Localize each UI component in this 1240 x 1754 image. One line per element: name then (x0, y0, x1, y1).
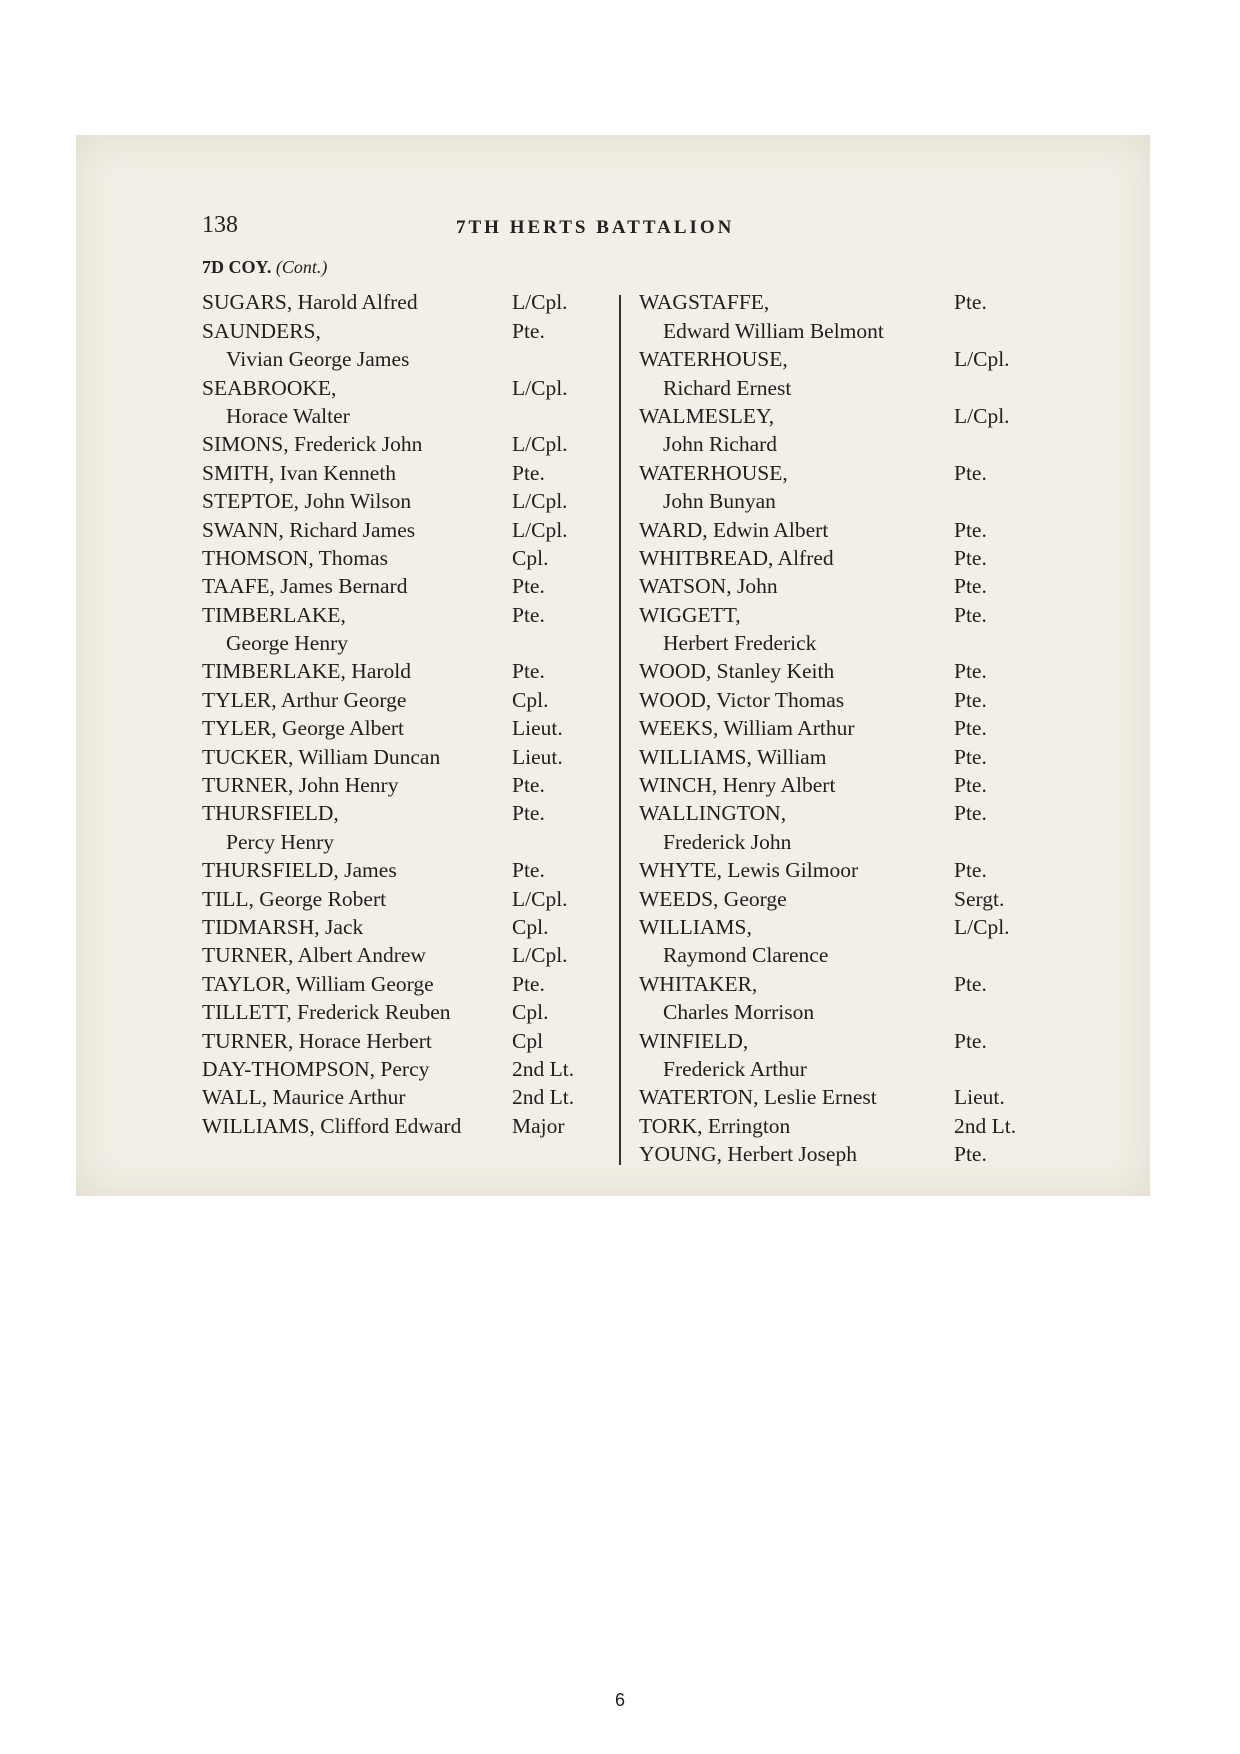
soldier-rank: Pte. (512, 574, 545, 599)
book-page-number: 138 (202, 212, 238, 238)
soldier-name-continuation: Percy Henry (226, 829, 335, 854)
soldier-name: WILLIAMS, (639, 914, 752, 939)
roll-entry (639, 287, 1109, 344)
soldier-name: WILLIAMS, William (639, 744, 827, 769)
soldier-name: SIMONS, Frederick John (202, 432, 423, 457)
roll-entry (639, 1139, 1109, 1167)
soldier-name: TURNER, John Henry (202, 773, 399, 798)
soldier-rank: Pte. (954, 716, 987, 741)
soldier-rank: Pte. (954, 1028, 987, 1053)
left-roll-column (202, 287, 602, 1139)
soldier-rank: Pte. (954, 602, 987, 627)
roll-entry (202, 912, 602, 940)
roll-entry (202, 1054, 602, 1082)
roll-entry (202, 543, 602, 571)
soldier-name: THURSFIELD, (202, 801, 339, 826)
roll-entry (639, 1082, 1109, 1110)
roll-entry (639, 543, 1109, 571)
soldier-rank: Lieut. (512, 716, 563, 741)
soldier-rank: Cpl (512, 1028, 544, 1053)
soldier-name: SUGARS, Harold Alfred (202, 290, 418, 315)
roll-entry-line (202, 514, 602, 542)
roll-entry-line (202, 684, 602, 712)
soldier-name: SAUNDERS, (202, 318, 321, 343)
roll-entry (639, 798, 1109, 855)
soldier-rank: Pte. (512, 801, 545, 826)
soldier-name: WIGGETT, (639, 602, 741, 627)
roll-entry-line (202, 1025, 602, 1053)
soldier-name-continuation: Vivian George James (226, 347, 410, 372)
soldier-rank: L/Cpl. (954, 403, 1010, 428)
soldier-rank: Pte. (512, 318, 545, 343)
scanned-page-image (76, 135, 1150, 1196)
soldier-rank: Pte. (512, 460, 545, 485)
roll-entry-line (202, 372, 602, 400)
soldier-rank: Pte. (954, 659, 987, 684)
soldier-name-continuation: Frederick John (663, 829, 792, 854)
roll-entry (639, 457, 1109, 514)
roll-entry (639, 1025, 1109, 1082)
soldier-rank: L/Cpl. (512, 489, 568, 514)
soldier-rank: Pte. (954, 290, 987, 315)
soldier-name: WATERTON, Leslie Ernest (639, 1085, 877, 1110)
soldier-name: WARD, Edwin Albert (639, 517, 829, 542)
soldier-name: SWANN, Richard James (202, 517, 416, 542)
roll-entry (639, 741, 1109, 769)
roll-entry (639, 514, 1109, 542)
roll-entry-line (639, 656, 1109, 684)
roll-entry (202, 599, 602, 656)
roll-entry (639, 883, 1109, 911)
roll-entry-line (202, 798, 602, 826)
soldier-name-continuation: Richard Ernest (663, 375, 792, 400)
roll-entry-line (202, 1110, 602, 1138)
soldier-name: TYLER, Arthur George (202, 687, 407, 712)
soldier-name: SMITH, Ivan Kenneth (202, 460, 397, 485)
soldier-name: WAGSTAFFE, (639, 290, 770, 315)
roll-entry-line (639, 741, 1109, 769)
soldier-rank: Cpl. (512, 687, 549, 712)
roll-entry-line (639, 1082, 1109, 1110)
soldier-name-continuation: John Bunyan (663, 489, 776, 514)
soldier-name: WALL, Maurice Arthur (202, 1085, 406, 1110)
soldier-rank: L/Cpl. (512, 517, 568, 542)
soldier-name-continuation: Horace Walter (226, 403, 350, 428)
roll-entry (202, 1025, 602, 1053)
soldier-rank: Major (512, 1113, 565, 1138)
roll-entry (202, 770, 602, 798)
soldier-rank: 2nd Lt. (954, 1113, 1017, 1138)
roll-entry-line (202, 315, 602, 343)
roll-entry (639, 571, 1109, 599)
roll-entry (202, 1082, 602, 1110)
soldier-rank: L/Cpl. (512, 290, 568, 315)
soldier-name: WEEKS, William Arthur (639, 716, 855, 741)
soldier-name: SEABROOKE, (202, 375, 337, 400)
soldier-name-continuation: John Richard (663, 432, 778, 457)
soldier-rank: Cpl. (512, 1000, 549, 1025)
soldier-rank: Pte. (954, 574, 987, 599)
soldier-rank: L/Cpl. (512, 432, 568, 457)
soldier-name: WEEDS, George (639, 886, 787, 911)
soldier-name: TILL, George Robert (202, 886, 387, 911)
roll-entry-line (639, 713, 1109, 741)
roll-entry (639, 599, 1109, 656)
company-heading (202, 257, 327, 278)
roll-entry-line (639, 287, 1109, 315)
soldier-name: THURSFIELD, James (202, 858, 397, 883)
roll-entry-line (639, 514, 1109, 542)
column-divider (619, 295, 621, 1165)
soldier-name: YOUNG, Herbert Joseph (639, 1142, 857, 1167)
roll-entry (639, 713, 1109, 741)
soldier-rank: Cpl. (512, 545, 549, 570)
roll-entry (202, 486, 602, 514)
roll-entry-line (202, 912, 602, 940)
roll-entry-line (202, 997, 602, 1025)
soldier-name: TILLETT, Frederick Reuben (202, 1000, 451, 1025)
roll-entry-line (639, 571, 1109, 599)
roll-entry-line (639, 1025, 1109, 1053)
roll-entry-line (639, 968, 1109, 996)
soldier-rank: 2nd Lt. (512, 1056, 575, 1081)
soldier-name: WATERHOUSE, (639, 347, 788, 372)
roll-entry-line (202, 656, 602, 684)
roll-entry-line (639, 684, 1109, 712)
roll-entry (639, 656, 1109, 684)
soldier-rank: Pte. (512, 602, 545, 627)
roll-entry-line (639, 401, 1109, 429)
roll-entry-line (639, 599, 1109, 627)
soldier-name-continuation: Frederick Arthur (663, 1056, 807, 1081)
roll-entry-line (202, 741, 602, 769)
roll-entry (202, 571, 602, 599)
roll-entry (202, 372, 602, 429)
roll-entry-line (202, 968, 602, 996)
roll-entry (202, 315, 602, 372)
roll-entry-line (639, 855, 1109, 883)
soldier-rank: Pte. (954, 971, 987, 996)
roll-entry-line (202, 883, 602, 911)
soldier-name: WALLINGTON, (639, 801, 787, 826)
roll-entry-line (202, 1082, 602, 1110)
soldier-rank: Pte. (954, 773, 987, 798)
soldier-name: WINFIELD, (639, 1028, 749, 1053)
document-page-number: 6 (614, 1690, 625, 1710)
soldier-name: WOOD, Victor Thomas (639, 687, 845, 712)
roll-entry-line (202, 486, 602, 514)
roll-entry (202, 940, 602, 968)
roll-entry (202, 514, 602, 542)
soldier-name: TORK, Errington (639, 1113, 791, 1138)
roll-entry (202, 713, 602, 741)
soldier-name: TUCKER, William Duncan (202, 744, 441, 769)
soldier-name-continuation: Raymond Clarence (663, 943, 829, 968)
roll-entry (202, 656, 602, 684)
roll-entry-line (639, 912, 1109, 940)
roll-entry (202, 968, 602, 996)
soldier-name: TIMBERLAKE, (202, 602, 346, 627)
roll-entry (639, 912, 1109, 969)
roll-entry (202, 1110, 602, 1138)
soldier-name: WINCH, Henry Albert (639, 773, 836, 798)
soldier-rank: Lieut. (954, 1085, 1005, 1110)
roll-entry (202, 855, 602, 883)
roll-entry (202, 741, 602, 769)
soldier-rank: Sergt. (954, 886, 1005, 911)
roll-entry-line (639, 1139, 1109, 1167)
roll-entry (202, 429, 602, 457)
soldier-rank: Pte. (512, 659, 545, 684)
soldier-rank: Pte. (954, 801, 987, 826)
roll-entry (202, 287, 602, 315)
soldier-rank: Pte. (954, 517, 987, 542)
company-name: 7D COY. (202, 257, 272, 277)
soldier-rank: L/Cpl. (954, 347, 1010, 372)
soldier-rank: L/Cpl. (512, 943, 568, 968)
soldier-rank: L/Cpl. (954, 914, 1010, 939)
soldier-name: DAY-THOMPSON, Percy (202, 1056, 430, 1081)
roll-entry-line (639, 770, 1109, 798)
soldier-name: TAAFE, James Bernard (202, 574, 408, 599)
soldier-rank: Pte. (954, 687, 987, 712)
roll-entry-line (639, 883, 1109, 911)
roll-entry (202, 684, 602, 712)
soldier-name: TIDMARSH, Jack (202, 914, 364, 939)
soldier-rank: Pte. (954, 1142, 987, 1167)
roll-entry (639, 968, 1109, 1025)
roll-entry-line (639, 457, 1109, 485)
roll-entry (639, 684, 1109, 712)
soldier-name: WILLIAMS, Clifford Edward (202, 1113, 462, 1138)
soldier-name: WALMESLEY, (639, 403, 775, 428)
soldier-name: TYLER, George Albert (202, 716, 405, 741)
roll-entry (639, 401, 1109, 458)
soldier-rank: Cpl. (512, 914, 549, 939)
roll-entry-line (639, 543, 1109, 571)
soldier-rank: Pte. (954, 545, 987, 570)
soldier-rank: Pte. (954, 858, 987, 883)
roll-entry-line (202, 543, 602, 571)
soldier-name: TURNER, Horace Herbert (202, 1028, 432, 1053)
roll-entry (202, 997, 602, 1025)
roll-entry (202, 883, 602, 911)
right-roll-column (639, 287, 1109, 1167)
soldier-name: WATERHOUSE, (639, 460, 788, 485)
soldier-rank: Pte. (512, 971, 545, 996)
roll-entry-line (202, 429, 602, 457)
soldier-rank: Lieut. (512, 744, 563, 769)
roll-entry (639, 1110, 1109, 1138)
soldier-rank: Pte. (512, 858, 545, 883)
soldier-name: TAYLOR, William George (202, 971, 434, 996)
soldier-rank: Pte. (954, 744, 987, 769)
soldier-name: STEPTOE, John Wilson (202, 489, 412, 514)
roll-entry-line (202, 457, 602, 485)
roll-entry-line (639, 1110, 1109, 1138)
roll-entry-line (202, 571, 602, 599)
roll-entry (639, 855, 1109, 883)
soldier-rank: L/Cpl. (512, 886, 568, 911)
soldier-name: TURNER, Albert Andrew (202, 943, 426, 968)
soldier-name: WATSON, John (639, 574, 778, 599)
soldier-name-continuation: George Henry (226, 631, 348, 656)
roll-entry-line (202, 940, 602, 968)
soldier-rank: 2nd Lt. (512, 1085, 575, 1110)
company-continued: (Cont.) (275, 257, 328, 277)
roll-entry-line (202, 599, 602, 627)
soldier-name: WHYTE, Lewis Gilmoor (639, 858, 859, 883)
roll-entry-line (202, 287, 602, 315)
soldier-name-continuation: Charles Morrison (663, 1000, 815, 1025)
soldier-name: TIMBERLAKE, Harold (202, 659, 411, 684)
soldier-rank: L/Cpl. (512, 375, 568, 400)
roll-entry-line (639, 798, 1109, 826)
roll-entry (639, 770, 1109, 798)
soldier-rank: Pte. (954, 460, 987, 485)
soldier-name-continuation: Herbert Frederick (663, 631, 817, 656)
roll-entry (639, 344, 1109, 401)
roll-entry-line (202, 770, 602, 798)
roll-entry (202, 457, 602, 485)
roll-entry-line (639, 344, 1109, 372)
soldier-name: WHITAKER, (639, 971, 758, 996)
soldier-name: WHITBREAD, Alfred (639, 545, 834, 570)
soldier-name: WOOD, Stanley Keith (639, 659, 835, 684)
soldier-name: THOMSON, Thomas (202, 545, 388, 570)
roll-entry-line (202, 1054, 602, 1082)
roll-entry (202, 798, 602, 855)
roll-entry-line (202, 713, 602, 741)
soldier-rank: Pte. (512, 773, 545, 798)
roll-entry-line (202, 855, 602, 883)
running-title: 7TH HERTS BATTALION (456, 217, 735, 238)
soldier-name-continuation: Edward William Belmont (663, 318, 884, 343)
